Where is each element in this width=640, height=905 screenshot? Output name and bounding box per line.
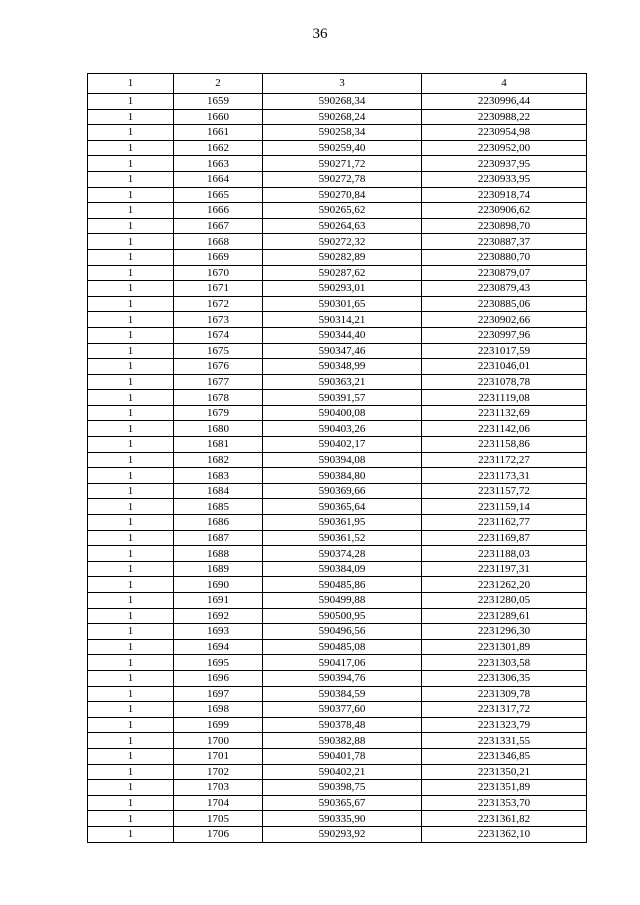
cell-x-coordinate: 590363,21	[263, 374, 422, 390]
table-row	[88, 343, 587, 359]
cell-point-number: 1706	[174, 826, 263, 842]
cell-point-number: 1666	[174, 203, 263, 219]
cell-point-number: 1669	[174, 249, 263, 265]
table-row	[88, 561, 587, 577]
cell-x-coordinate: 590485,08	[263, 639, 422, 655]
table-row	[88, 452, 587, 468]
table-row	[88, 624, 587, 640]
cell-point-number: 1668	[174, 234, 263, 250]
cell-y-coordinate: 2230898,70	[422, 218, 587, 234]
cell-col1: 1	[88, 249, 174, 265]
cell-point-number: 1663	[174, 156, 263, 172]
table-row	[88, 593, 587, 609]
cell-point-number: 1705	[174, 811, 263, 827]
table-row	[88, 374, 587, 390]
cell-x-coordinate: 590259,40	[263, 140, 422, 156]
cell-y-coordinate: 2230879,07	[422, 265, 587, 281]
cell-y-coordinate: 2231158,86	[422, 437, 587, 453]
cell-point-number: 1694	[174, 639, 263, 655]
column-header-1: 1	[88, 74, 174, 94]
cell-col1: 1	[88, 109, 174, 125]
cell-y-coordinate: 2230952,00	[422, 140, 587, 156]
cell-y-coordinate: 2231173,31	[422, 468, 587, 484]
cell-x-coordinate: 590378,48	[263, 717, 422, 733]
cell-col1: 1	[88, 140, 174, 156]
cell-y-coordinate: 2231159,14	[422, 499, 587, 515]
cell-point-number: 1696	[174, 670, 263, 686]
cell-col1: 1	[88, 499, 174, 515]
cell-point-number: 1674	[174, 327, 263, 343]
cell-x-coordinate: 590394,08	[263, 452, 422, 468]
cell-x-coordinate: 590268,34	[263, 94, 422, 110]
cell-y-coordinate: 2231046,01	[422, 359, 587, 375]
cell-x-coordinate: 590365,64	[263, 499, 422, 515]
cell-col1: 1	[88, 359, 174, 375]
table-row	[88, 748, 587, 764]
table-row	[88, 670, 587, 686]
cell-point-number: 1667	[174, 218, 263, 234]
cell-col1: 1	[88, 608, 174, 624]
cell-y-coordinate: 2230937,95	[422, 156, 587, 172]
cell-col1: 1	[88, 437, 174, 453]
cell-col1: 1	[88, 421, 174, 437]
cell-point-number: 1677	[174, 374, 263, 390]
table-row	[88, 795, 587, 811]
cell-col1: 1	[88, 639, 174, 655]
cell-y-coordinate: 2230885,06	[422, 296, 587, 312]
cell-col1: 1	[88, 530, 174, 546]
table-row	[88, 530, 587, 546]
table-row	[88, 468, 587, 484]
cell-y-coordinate: 2230906,62	[422, 203, 587, 219]
cell-x-coordinate: 590264,63	[263, 218, 422, 234]
cell-col1: 1	[88, 296, 174, 312]
cell-x-coordinate: 590384,59	[263, 686, 422, 702]
cell-point-number: 1686	[174, 515, 263, 531]
cell-x-coordinate: 590258,34	[263, 125, 422, 141]
cell-y-coordinate: 2231157,72	[422, 483, 587, 499]
cell-x-coordinate: 590344,40	[263, 327, 422, 343]
cell-y-coordinate: 2231309,78	[422, 686, 587, 702]
cell-x-coordinate: 590282,89	[263, 249, 422, 265]
cell-y-coordinate: 2231361,82	[422, 811, 587, 827]
cell-x-coordinate: 590270,84	[263, 187, 422, 203]
cell-point-number: 1704	[174, 795, 263, 811]
table-row	[88, 109, 587, 125]
cell-x-coordinate: 590361,52	[263, 530, 422, 546]
cell-col1: 1	[88, 593, 174, 609]
cell-x-coordinate: 590348,99	[263, 359, 422, 375]
table-row	[88, 733, 587, 749]
cell-point-number: 1701	[174, 748, 263, 764]
cell-x-coordinate: 590293,01	[263, 281, 422, 297]
cell-col1: 1	[88, 811, 174, 827]
cell-point-number: 1692	[174, 608, 263, 624]
cell-col1: 1	[88, 374, 174, 390]
cell-col1: 1	[88, 312, 174, 328]
cell-col1: 1	[88, 655, 174, 671]
cell-y-coordinate: 2231142,06	[422, 421, 587, 437]
cell-x-coordinate: 590377,60	[263, 702, 422, 718]
cell-point-number: 1682	[174, 452, 263, 468]
cell-point-number: 1671	[174, 281, 263, 297]
cell-y-coordinate: 2230879,43	[422, 281, 587, 297]
table-row	[88, 577, 587, 593]
cell-y-coordinate: 2231346,85	[422, 748, 587, 764]
column-header-2: 2	[174, 74, 263, 94]
cell-point-number: 1676	[174, 359, 263, 375]
cell-point-number: 1691	[174, 593, 263, 609]
cell-x-coordinate: 590265,62	[263, 203, 422, 219]
cell-point-number: 1700	[174, 733, 263, 749]
page-number: 36	[312, 26, 328, 42]
cell-col1: 1	[88, 203, 174, 219]
cell-x-coordinate: 590374,28	[263, 546, 422, 562]
cell-y-coordinate: 2230933,95	[422, 171, 587, 187]
cell-point-number: 1679	[174, 405, 263, 421]
cell-y-coordinate: 2231353,70	[422, 795, 587, 811]
table-row	[88, 702, 587, 718]
cell-y-coordinate: 2231119,08	[422, 390, 587, 406]
cell-x-coordinate: 590384,09	[263, 561, 422, 577]
cell-col1: 1	[88, 483, 174, 499]
cell-col1: 1	[88, 764, 174, 780]
cell-col1: 1	[88, 795, 174, 811]
cell-point-number: 1689	[174, 561, 263, 577]
cell-point-number: 1687	[174, 530, 263, 546]
cell-point-number: 1690	[174, 577, 263, 593]
cell-col1: 1	[88, 218, 174, 234]
cell-col1: 1	[88, 826, 174, 842]
table-row	[88, 608, 587, 624]
table-row	[88, 421, 587, 437]
cell-point-number: 1695	[174, 655, 263, 671]
column-header-4: 4	[422, 74, 587, 94]
table-row	[88, 546, 587, 562]
cell-col1: 1	[88, 780, 174, 796]
cell-x-coordinate: 590301,65	[263, 296, 422, 312]
cell-point-number: 1660	[174, 109, 263, 125]
cell-point-number: 1693	[174, 624, 263, 640]
cell-col1: 1	[88, 265, 174, 281]
cell-point-number: 1678	[174, 390, 263, 406]
table-row	[88, 764, 587, 780]
cell-y-coordinate: 2231331,55	[422, 733, 587, 749]
table-row	[88, 811, 587, 827]
cell-col1: 1	[88, 125, 174, 141]
table-row	[88, 780, 587, 796]
table-row	[88, 390, 587, 406]
coordinates-table	[87, 73, 587, 843]
cell-col1: 1	[88, 733, 174, 749]
cell-point-number: 1699	[174, 717, 263, 733]
cell-x-coordinate: 590384,80	[263, 468, 422, 484]
table-row	[88, 359, 587, 375]
cell-x-coordinate: 590403,26	[263, 421, 422, 437]
table-row	[88, 717, 587, 733]
table-row	[88, 156, 587, 172]
cell-col1: 1	[88, 327, 174, 343]
cell-x-coordinate: 590391,57	[263, 390, 422, 406]
cell-col1: 1	[88, 187, 174, 203]
cell-y-coordinate: 2231262,20	[422, 577, 587, 593]
cell-point-number: 1681	[174, 437, 263, 453]
cell-y-coordinate: 2230880,70	[422, 249, 587, 265]
table-row	[88, 140, 587, 156]
cell-x-coordinate: 590499,88	[263, 593, 422, 609]
table-row	[88, 655, 587, 671]
table-row	[88, 483, 587, 499]
cell-x-coordinate: 590272,78	[263, 171, 422, 187]
cell-x-coordinate: 590271,72	[263, 156, 422, 172]
cell-col1: 1	[88, 515, 174, 531]
table-row	[88, 171, 587, 187]
cell-y-coordinate: 2231280,05	[422, 593, 587, 609]
cell-y-coordinate: 2230902,66	[422, 312, 587, 328]
cell-point-number: 1698	[174, 702, 263, 718]
cell-x-coordinate: 590394,76	[263, 670, 422, 686]
cell-y-coordinate: 2231132,69	[422, 405, 587, 421]
cell-y-coordinate: 2231306,35	[422, 670, 587, 686]
cell-x-coordinate: 590365,67	[263, 795, 422, 811]
cell-point-number: 1662	[174, 140, 263, 156]
cell-y-coordinate: 2230988,22	[422, 109, 587, 125]
table-row	[88, 203, 587, 219]
cell-y-coordinate: 2231197,31	[422, 561, 587, 577]
cell-y-coordinate: 2231169,87	[422, 530, 587, 546]
table-row	[88, 405, 587, 421]
cell-col1: 1	[88, 343, 174, 359]
cell-y-coordinate: 2230918,74	[422, 187, 587, 203]
cell-x-coordinate: 590398,75	[263, 780, 422, 796]
cell-y-coordinate: 2231188,03	[422, 546, 587, 562]
table-row	[88, 437, 587, 453]
cell-y-coordinate: 2231303,58	[422, 655, 587, 671]
table-row	[88, 312, 587, 328]
cell-x-coordinate: 590402,17	[263, 437, 422, 453]
table-row	[88, 515, 587, 531]
cell-col1: 1	[88, 94, 174, 110]
cell-col1: 1	[88, 702, 174, 718]
cell-x-coordinate: 590417,06	[263, 655, 422, 671]
cell-x-coordinate: 590485,86	[263, 577, 422, 593]
cell-y-coordinate: 2231296,30	[422, 624, 587, 640]
cell-y-coordinate: 2231289,61	[422, 608, 587, 624]
table-row	[88, 281, 587, 297]
cell-y-coordinate: 2231362,10	[422, 826, 587, 842]
cell-y-coordinate: 2230887,37	[422, 234, 587, 250]
cell-point-number: 1659	[174, 94, 263, 110]
cell-point-number: 1703	[174, 780, 263, 796]
cell-y-coordinate: 2231301,89	[422, 639, 587, 655]
cell-point-number: 1680	[174, 421, 263, 437]
cell-col1: 1	[88, 670, 174, 686]
column-header-3: 3	[263, 74, 422, 94]
cell-point-number: 1672	[174, 296, 263, 312]
table-row	[88, 218, 587, 234]
cell-col1: 1	[88, 577, 174, 593]
cell-col1: 1	[88, 390, 174, 406]
cell-point-number: 1665	[174, 187, 263, 203]
cell-y-coordinate: 2231162,77	[422, 515, 587, 531]
cell-col1: 1	[88, 281, 174, 297]
cell-point-number: 1661	[174, 125, 263, 141]
cell-point-number: 1683	[174, 468, 263, 484]
table-row	[88, 187, 587, 203]
cell-col1: 1	[88, 748, 174, 764]
cell-point-number: 1702	[174, 764, 263, 780]
cell-col1: 1	[88, 156, 174, 172]
cell-point-number: 1675	[174, 343, 263, 359]
cell-y-coordinate: 2231350,21	[422, 764, 587, 780]
cell-point-number: 1697	[174, 686, 263, 702]
cell-x-coordinate: 590361,95	[263, 515, 422, 531]
cell-x-coordinate: 590287,62	[263, 265, 422, 281]
cell-y-coordinate: 2230997,96	[422, 327, 587, 343]
cell-x-coordinate: 590496,56	[263, 624, 422, 640]
cell-col1: 1	[88, 624, 174, 640]
cell-x-coordinate: 590402,21	[263, 764, 422, 780]
cell-col1: 1	[88, 686, 174, 702]
table-row	[88, 499, 587, 515]
cell-x-coordinate: 590268,24	[263, 109, 422, 125]
cell-point-number: 1670	[174, 265, 263, 281]
cell-col1: 1	[88, 561, 174, 577]
table-row	[88, 249, 587, 265]
table-row	[88, 826, 587, 842]
cell-point-number: 1664	[174, 171, 263, 187]
cell-x-coordinate: 590272,32	[263, 234, 422, 250]
table-row	[88, 234, 587, 250]
cell-y-coordinate: 2231323,79	[422, 717, 587, 733]
cell-point-number: 1688	[174, 546, 263, 562]
cell-x-coordinate: 590314,21	[263, 312, 422, 328]
cell-x-coordinate: 590293,92	[263, 826, 422, 842]
cell-point-number: 1684	[174, 483, 263, 499]
cell-x-coordinate: 590382,88	[263, 733, 422, 749]
cell-col1: 1	[88, 717, 174, 733]
cell-point-number: 1673	[174, 312, 263, 328]
cell-y-coordinate: 2230954,98	[422, 125, 587, 141]
cell-x-coordinate: 590347,46	[263, 343, 422, 359]
cell-col1: 1	[88, 546, 174, 562]
cell-y-coordinate: 2231078,78	[422, 374, 587, 390]
cell-y-coordinate: 2231017,59	[422, 343, 587, 359]
table-body	[88, 94, 587, 843]
cell-x-coordinate: 590335,90	[263, 811, 422, 827]
table-row	[88, 296, 587, 312]
table-row	[88, 639, 587, 655]
cell-y-coordinate: 2231172,27	[422, 452, 587, 468]
cell-col1: 1	[88, 171, 174, 187]
cell-y-coordinate: 2231317,72	[422, 702, 587, 718]
cell-col1: 1	[88, 468, 174, 484]
cell-y-coordinate: 2231351,89	[422, 780, 587, 796]
table-row	[88, 265, 587, 281]
table-row	[88, 686, 587, 702]
cell-x-coordinate: 590401,78	[263, 748, 422, 764]
table-row	[88, 94, 587, 110]
cell-col1: 1	[88, 405, 174, 421]
cell-y-coordinate: 2230996,44	[422, 94, 587, 110]
cell-x-coordinate: 590500,95	[263, 608, 422, 624]
cell-col1: 1	[88, 452, 174, 468]
table-header-row	[88, 74, 587, 94]
cell-x-coordinate: 590400,08	[263, 405, 422, 421]
cell-col1: 1	[88, 234, 174, 250]
cell-point-number: 1685	[174, 499, 263, 515]
table-row	[88, 327, 587, 343]
cell-x-coordinate: 590369,66	[263, 483, 422, 499]
table-row	[88, 125, 587, 141]
